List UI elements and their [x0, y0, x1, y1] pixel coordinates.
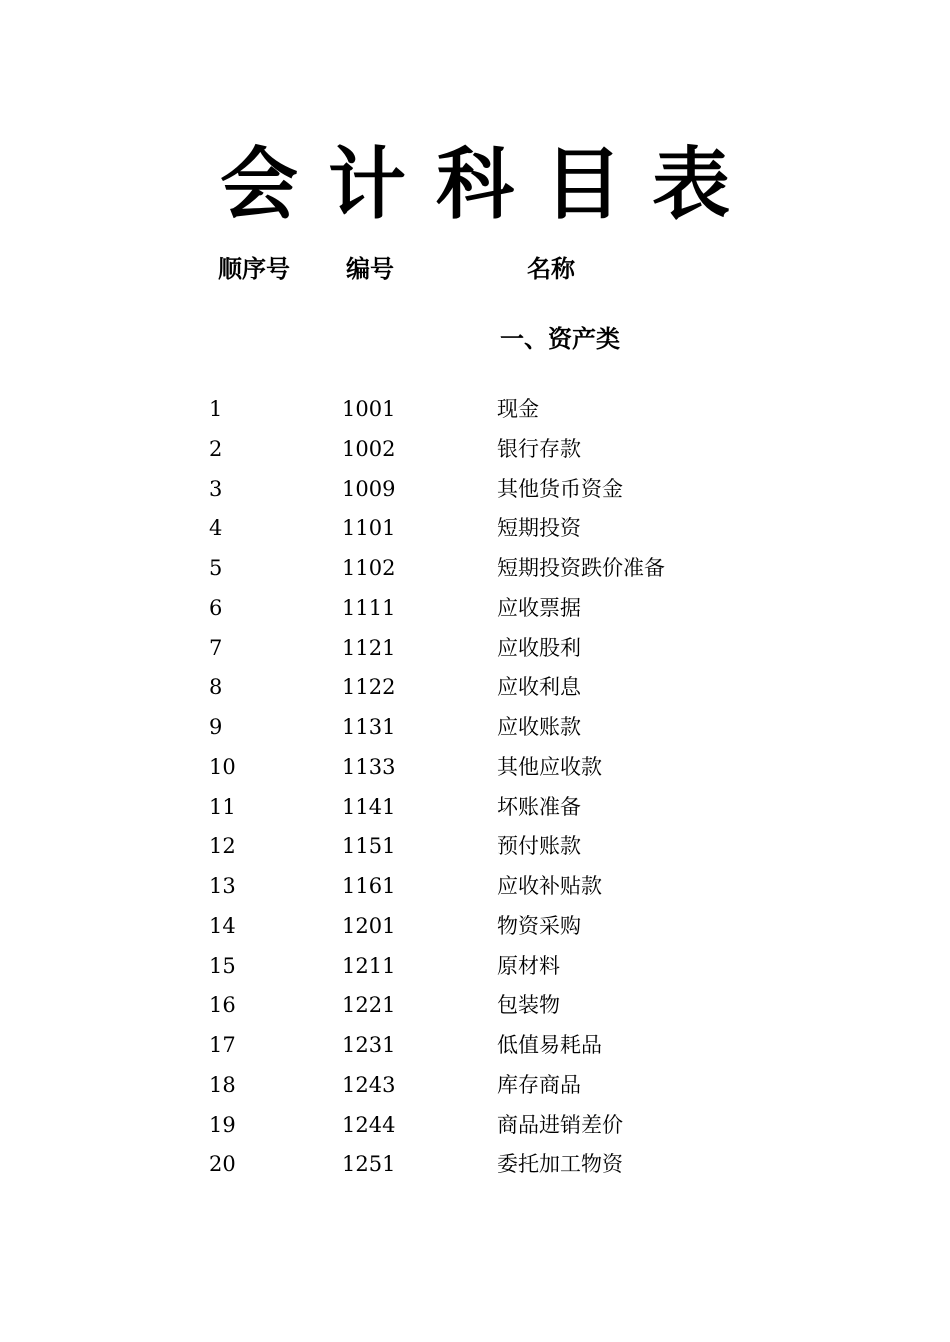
table-row — [0, 911, 950, 951]
table-row — [0, 593, 950, 633]
row-name: 应收股利 — [497, 635, 581, 660]
table-row — [0, 990, 950, 1030]
table-row — [0, 633, 950, 673]
row-name: 应收利息 — [497, 675, 581, 700]
row-code: 1111 — [342, 595, 396, 620]
row-code: 1009 — [342, 476, 396, 501]
row-seq: 13 — [209, 874, 236, 898]
row-code: 1141 — [342, 794, 396, 819]
row-seq: 20 — [209, 1152, 236, 1177]
row-code: 1244 — [342, 1112, 396, 1137]
column-header-seq: 顺序号 — [218, 254, 290, 283]
row-code: 1121 — [342, 635, 396, 660]
row-name: 短期投资 — [497, 516, 581, 541]
row-seq: 8 — [209, 675, 223, 700]
table-row — [0, 1070, 950, 1110]
row-seq: 5 — [209, 556, 223, 580]
row-code: 1131 — [342, 715, 396, 739]
row-seq: 9 — [209, 715, 223, 739]
row-seq: 6 — [209, 595, 223, 620]
row-name: 物资采购 — [497, 913, 581, 938]
row-seq: 7 — [209, 635, 223, 660]
row-code: 1161 — [342, 874, 396, 898]
table-row — [0, 513, 950, 553]
row-seq: 10 — [209, 754, 236, 779]
row-seq: 17 — [209, 1033, 236, 1057]
row-code: 1211 — [342, 953, 396, 978]
row-name: 其他货币资金 — [497, 476, 623, 501]
document-title: 会计科目表 — [219, 140, 760, 230]
row-name: 坏账准备 — [497, 794, 581, 819]
table-row — [0, 951, 950, 991]
row-name: 商品进销差价 — [497, 1112, 623, 1137]
row-name: 库存商品 — [497, 1072, 581, 1097]
row-name: 低值易耗品 — [497, 1033, 602, 1057]
table-row — [0, 712, 950, 752]
row-name: 包装物 — [497, 993, 560, 1018]
row-name: 预付账款 — [497, 834, 581, 859]
section-heading: 一、资产类 — [500, 324, 620, 353]
row-seq: 11 — [209, 794, 236, 819]
table-row — [0, 474, 950, 514]
row-code: 1221 — [342, 993, 396, 1018]
row-name: 应收补贴款 — [497, 874, 602, 898]
table-row — [0, 394, 950, 434]
table-row — [0, 831, 950, 871]
row-name: 短期投资跌价准备 — [497, 556, 665, 580]
row-code: 1133 — [342, 754, 396, 779]
table-row — [0, 752, 950, 792]
table-row — [0, 1030, 950, 1070]
row-code: 1001 — [342, 397, 396, 421]
row-code: 1231 — [342, 1033, 396, 1057]
row-code: 1151 — [342, 834, 396, 859]
row-seq: 14 — [209, 913, 236, 938]
row-code: 1101 — [342, 516, 396, 541]
table-row — [0, 871, 950, 911]
row-seq: 18 — [209, 1072, 236, 1097]
column-header-code: 编号 — [346, 254, 394, 283]
row-seq: 12 — [209, 834, 236, 859]
row-seq: 4 — [209, 516, 223, 541]
row-name: 现金 — [497, 397, 539, 421]
row-name: 原材料 — [497, 953, 560, 978]
row-code: 1251 — [342, 1152, 396, 1177]
table-row — [0, 1110, 950, 1150]
row-seq: 19 — [209, 1112, 236, 1137]
table-row — [0, 1149, 950, 1189]
row-name: 应收账款 — [497, 715, 581, 739]
row-name: 银行存款 — [497, 436, 581, 461]
row-code: 1243 — [342, 1072, 396, 1097]
row-seq: 3 — [209, 476, 223, 501]
table-row — [0, 553, 950, 593]
row-name: 应收票据 — [497, 595, 581, 620]
row-code: 1201 — [342, 913, 396, 938]
row-seq: 15 — [209, 953, 236, 978]
row-seq: 1 — [209, 397, 223, 421]
table-row — [0, 792, 950, 832]
row-name: 委托加工物资 — [497, 1152, 623, 1177]
row-seq: 16 — [209, 993, 236, 1018]
column-header-name: 名称 — [527, 254, 575, 283]
row-code: 1102 — [342, 556, 396, 580]
table-row — [0, 672, 950, 712]
account-list — [0, 394, 950, 1189]
row-seq: 2 — [209, 436, 223, 461]
row-name: 其他应收款 — [497, 754, 602, 779]
table-row — [0, 434, 950, 474]
row-code: 1002 — [342, 436, 396, 461]
row-code: 1122 — [342, 675, 396, 700]
